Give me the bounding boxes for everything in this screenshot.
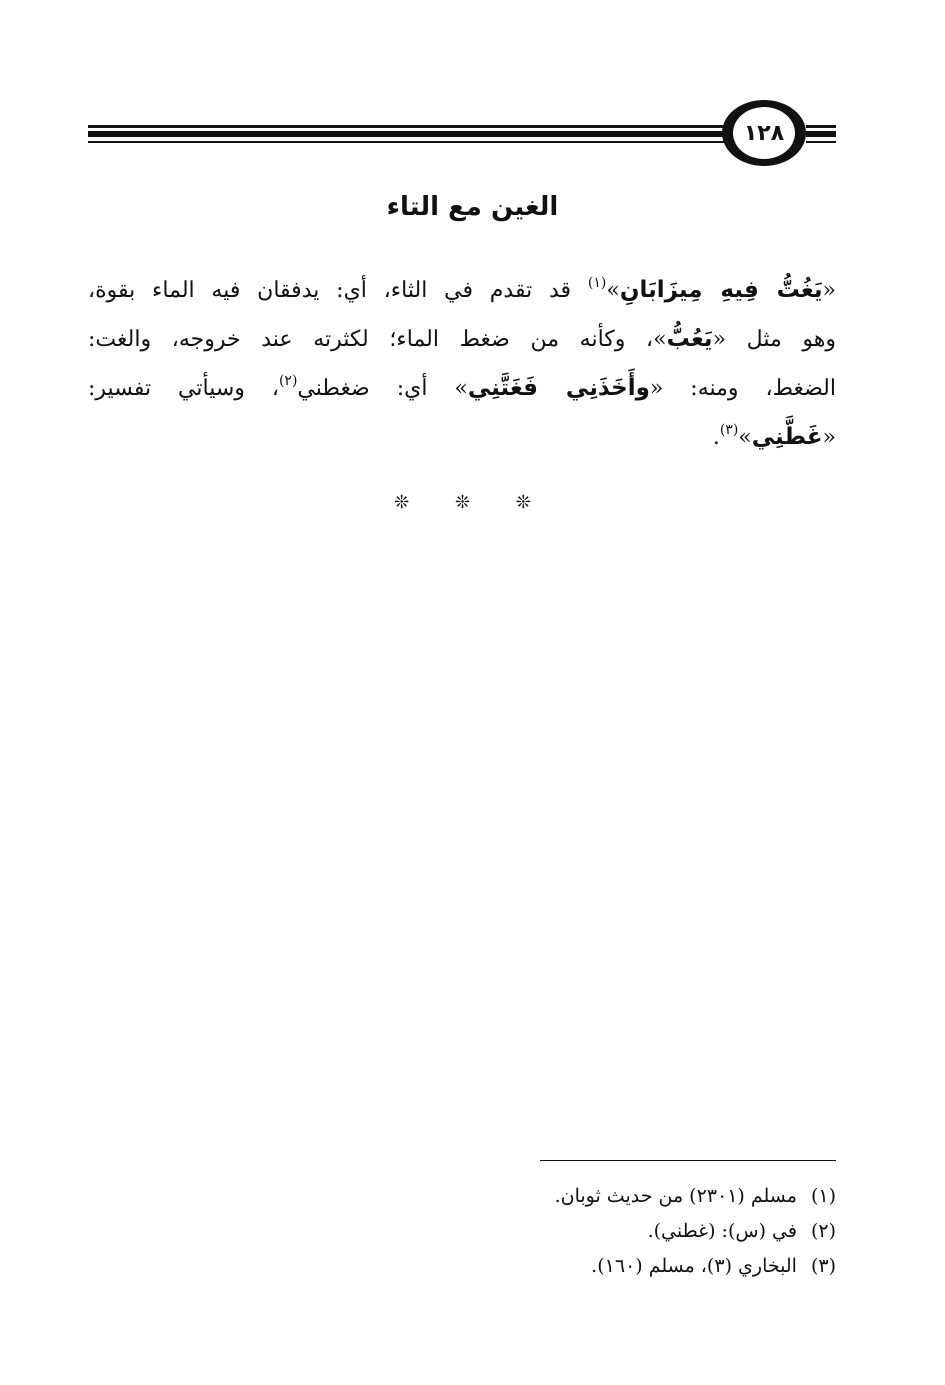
footnotes-list — [300, 1179, 836, 1284]
header-rule-right-top — [806, 125, 836, 128]
hadith-term: وأَخَذَنِي فَغَتَّنِي — [467, 375, 650, 401]
footnote-text: في (س): (غطني). — [647, 1220, 797, 1242]
footnote-number: (٢) — [810, 1220, 836, 1242]
footnote-item — [300, 1179, 836, 1214]
hadith-term: غَطَّنِي — [751, 424, 823, 450]
header-rule-right-middle — [806, 131, 836, 137]
footnote-divider — [540, 1160, 836, 1161]
footnote-number: (٣) — [810, 1255, 836, 1277]
footnote-ref-3: (٣) — [719, 421, 739, 438]
header-rule-middle — [88, 131, 728, 137]
footnote-ref-1: (١) — [587, 274, 607, 291]
section-separator-stars: ❊ ❊ ❊ — [394, 492, 551, 513]
paragraph-line-1 — [88, 266, 836, 315]
footnote-text: مسلم (٢٣٠١) من حديث ثوبان. — [554, 1185, 797, 1207]
line-text: قد تقدم في الثاء، أي: يدفقان فيه الماء بقوة، — [88, 278, 588, 303]
page-number-oval — [722, 100, 806, 166]
footnote-number: (١) — [810, 1185, 836, 1207]
paragraph-line-3 — [88, 364, 836, 413]
line-end: . — [712, 425, 720, 450]
line-text: وهو مثل « — [712, 327, 837, 352]
line-text: ، وسيأتي تفسير: — [88, 376, 279, 401]
section-title: الغين مع التاء — [386, 192, 559, 222]
footnote-item — [300, 1249, 836, 1284]
main-paragraph — [88, 266, 836, 462]
hadith-term: يَعُبُّ — [666, 326, 713, 352]
header-rule-bottom — [88, 141, 728, 143]
header-rule-right-bottom — [806, 141, 836, 143]
paragraph-line-4 — [88, 413, 836, 462]
line-text: الضغط، ومنه: « — [649, 376, 836, 401]
footnote-item — [300, 1214, 836, 1249]
quote-open: « — [822, 425, 836, 450]
footnote-ref-2: (٢) — [278, 372, 298, 389]
line-text: »، وكأنه من ضغط الماء؛ لكثرته عند خروجه، والغت: — [88, 327, 667, 352]
paragraph-line-2 — [88, 315, 836, 364]
quote-open: « — [822, 278, 837, 303]
hadith-term: يَغُتُّ فِيهِ مِيزَابَانِ — [619, 277, 823, 303]
quote-close: » — [738, 425, 752, 450]
line-text: » أي: ضغطني — [297, 376, 468, 401]
page-number: ١٢٨ — [743, 120, 785, 146]
quote-close: » — [606, 278, 620, 303]
header-rule-top — [88, 125, 728, 128]
footnote-text: البخاري (٣)، مسلم (١٦٠). — [591, 1255, 797, 1277]
